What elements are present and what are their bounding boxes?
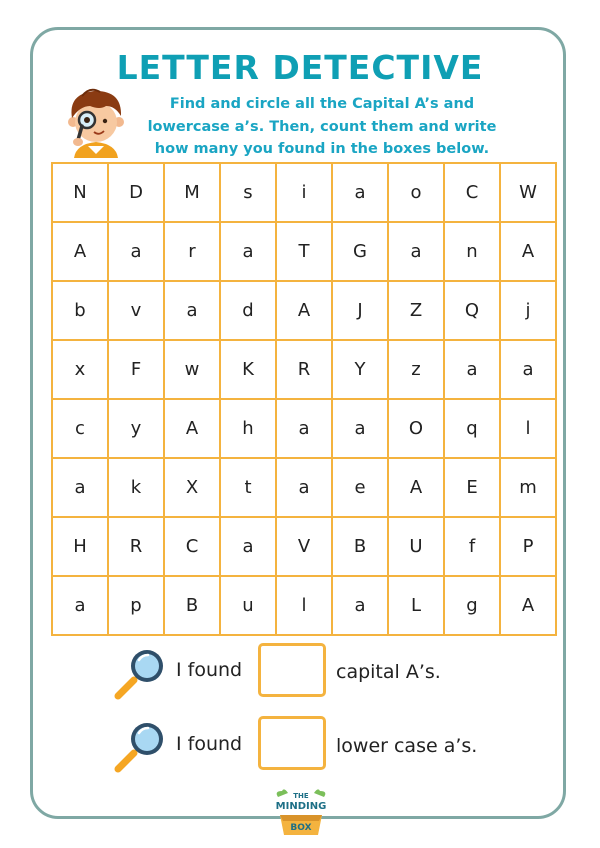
svg-text:MINDING: MINDING	[275, 801, 327, 812]
grid-cell[interactable]: e	[332, 458, 388, 517]
grid-cell[interactable]: u	[220, 576, 276, 635]
found-prefix: I found	[176, 733, 243, 755]
grid-cell[interactable]: V	[276, 517, 332, 576]
grid-cell[interactable]: X	[164, 458, 220, 517]
grid-cell[interactable]: l	[500, 399, 556, 458]
grid-cell[interactable]: a	[500, 340, 556, 399]
grid-cell[interactable]: g	[444, 576, 500, 635]
grid-cell[interactable]: a	[444, 340, 500, 399]
grid-cell[interactable]: f	[444, 517, 500, 576]
grid-cell[interactable]: a	[220, 517, 276, 576]
grid-cell[interactable]: a	[332, 163, 388, 222]
lowercase-a-count-box[interactable]	[258, 716, 326, 770]
grid-cell[interactable]: q	[444, 399, 500, 458]
grid-cell[interactable]: A	[276, 281, 332, 340]
instruction-line: lowercase a’s. Then, count them and write	[147, 118, 497, 135]
capital-a-count-box[interactable]	[258, 643, 326, 697]
grid-cell[interactable]: a	[108, 222, 164, 281]
grid-cell[interactable]: L	[388, 576, 444, 635]
grid-cell[interactable]: C	[164, 517, 220, 576]
magnifying-glass-icon	[112, 717, 170, 775]
grid-cell[interactable]: a	[164, 281, 220, 340]
grid-cell[interactable]: w	[164, 340, 220, 399]
grid-cell[interactable]: A	[388, 458, 444, 517]
grid-row	[52, 222, 556, 281]
grid-cell[interactable]: o	[388, 163, 444, 222]
grid-cell[interactable]: a	[332, 576, 388, 635]
grid-cell[interactable]: z	[388, 340, 444, 399]
grid-cell[interactable]: C	[444, 163, 500, 222]
grid-cell[interactable]: B	[164, 576, 220, 635]
instruction-line: Find and circle all the Capital A’s and	[169, 96, 475, 112]
grid-row	[52, 163, 556, 222]
grid-cell[interactable]: v	[108, 281, 164, 340]
grid-cell[interactable]: K	[220, 340, 276, 399]
minding-box-logo	[272, 785, 330, 837]
grid-cell[interactable]: n	[444, 222, 500, 281]
grid-cell[interactable]: A	[52, 222, 108, 281]
grid-cell[interactable]: T	[276, 222, 332, 281]
grid-cell[interactable]: Q	[444, 281, 500, 340]
grid-cell[interactable]: i	[276, 163, 332, 222]
grid-cell[interactable]: b	[52, 281, 108, 340]
grid-cell[interactable]: k	[108, 458, 164, 517]
instruction-line: how many you found in the boxes below.	[154, 141, 490, 157]
grid-row	[52, 281, 556, 340]
grid-cell[interactable]: t	[220, 458, 276, 517]
grid-cell[interactable]: R	[108, 517, 164, 576]
letter-grid	[51, 162, 557, 636]
grid-cell[interactable]: a	[388, 222, 444, 281]
grid-cell[interactable]: a	[276, 458, 332, 517]
grid-cell[interactable]: J	[332, 281, 388, 340]
grid-cell[interactable]: O	[388, 399, 444, 458]
grid-cell[interactable]: R	[276, 340, 332, 399]
grid-cell[interactable]: h	[220, 399, 276, 458]
grid-cell[interactable]: p	[108, 576, 164, 635]
grid-cell[interactable]: P	[500, 517, 556, 576]
grid-row	[52, 458, 556, 517]
magnifying-glass-icon	[112, 644, 170, 702]
grid-cell[interactable]: a	[332, 399, 388, 458]
grid-cell[interactable]: Z	[388, 281, 444, 340]
grid-row	[52, 576, 556, 635]
grid-cell[interactable]: a	[52, 458, 108, 517]
grid-cell[interactable]: M	[164, 163, 220, 222]
grid-cell[interactable]: N	[52, 163, 108, 222]
grid-cell[interactable]: y	[108, 399, 164, 458]
svg-text:BOX: BOX	[290, 823, 312, 833]
grid-cell[interactable]: j	[500, 281, 556, 340]
grid-row	[52, 340, 556, 399]
grid-cell[interactable]: x	[52, 340, 108, 399]
grid-cell[interactable]: D	[108, 163, 164, 222]
grid-row	[52, 399, 556, 458]
grid-row	[52, 517, 556, 576]
grid-cell[interactable]: E	[444, 458, 500, 517]
grid-cell[interactable]: A	[500, 576, 556, 635]
worksheet-title: LETTER DETECTIVE	[116, 48, 484, 87]
grid-cell[interactable]: a	[52, 576, 108, 635]
grid-cell[interactable]: W	[500, 163, 556, 222]
grid-cell[interactable]: d	[220, 281, 276, 340]
found-suffix: lower case a’s.	[336, 735, 478, 757]
grid-cell[interactable]: c	[52, 399, 108, 458]
grid-cell[interactable]: Y	[332, 340, 388, 399]
grid-cell[interactable]: a	[220, 222, 276, 281]
svg-text:THE: THE	[293, 792, 309, 800]
grid-cell[interactable]: r	[164, 222, 220, 281]
grid-cell[interactable]: l	[276, 576, 332, 635]
found-prefix: I found	[176, 659, 243, 681]
instructions	[138, 93, 506, 161]
grid-cell[interactable]: A	[164, 399, 220, 458]
grid-cell[interactable]: H	[52, 517, 108, 576]
found-suffix: capital A’s.	[336, 661, 441, 683]
grid-cell[interactable]: B	[332, 517, 388, 576]
grid-cell[interactable]: A	[500, 222, 556, 281]
detective-kid-icon	[60, 84, 132, 158]
grid-cell[interactable]: a	[276, 399, 332, 458]
grid-cell[interactable]: G	[332, 222, 388, 281]
grid-cell[interactable]: m	[500, 458, 556, 517]
grid-cell[interactable]: s	[220, 163, 276, 222]
grid-cell[interactable]: U	[388, 517, 444, 576]
grid-cell[interactable]: F	[108, 340, 164, 399]
